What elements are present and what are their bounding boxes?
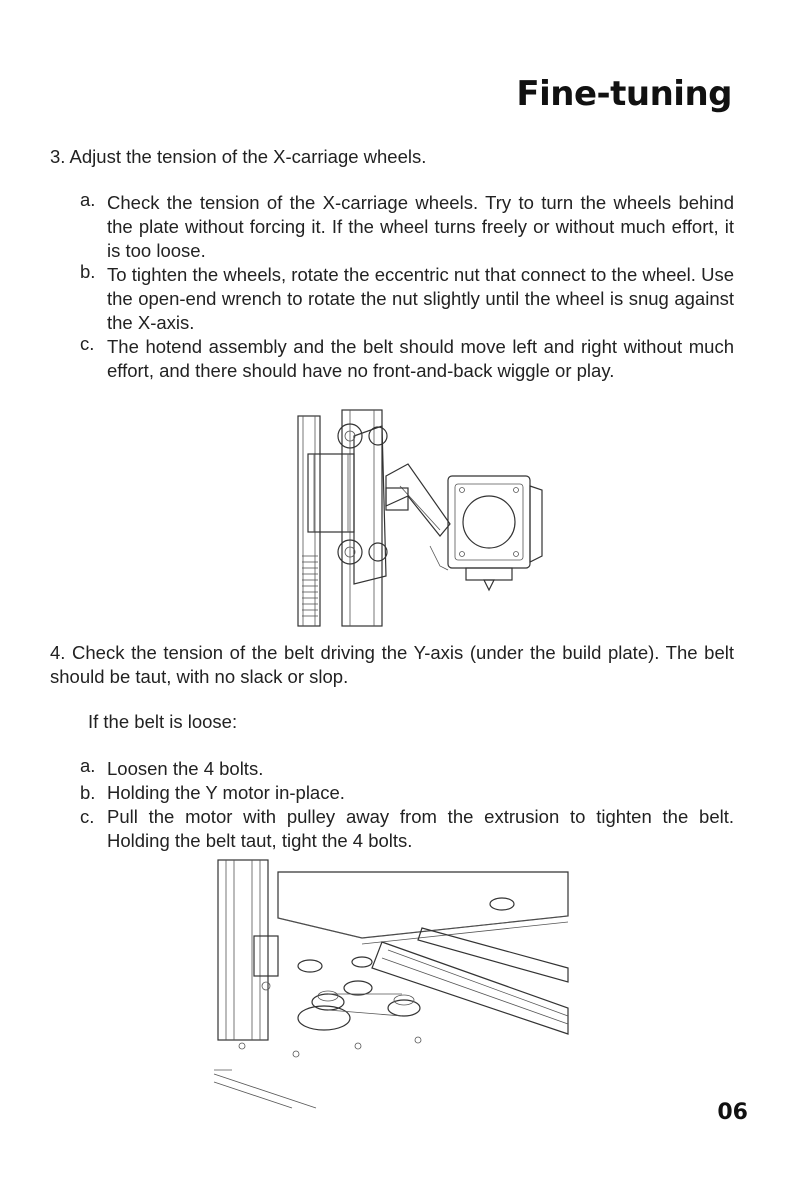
item-text: The hotend assembly and the belt should move left and right without much effort, and there should have no front-and-back wiggle or play.: [107, 336, 734, 381]
hotend-housing: [448, 476, 530, 568]
item-text: Check the tension of the X-carriage wheels. Try to turn the wheels behind the plate without forcing it. If the wheel turns freely or without much effort, it is too loose.: [107, 192, 734, 261]
corner-bracket: [254, 936, 278, 976]
fan-icon: [463, 496, 515, 548]
step-3-item-a: [80, 191, 734, 263]
x-carriage-illustration: [290, 406, 550, 628]
item-text: Holding the Y motor in-place.: [107, 782, 345, 803]
bolt-icon: [239, 1043, 245, 1049]
vertical-extrusion: [298, 416, 320, 626]
step-4-item-c: [80, 805, 734, 853]
bolt-icon: [293, 1051, 299, 1057]
item-marker: a.: [80, 189, 96, 210]
bolt-icon: [355, 1043, 361, 1049]
item-text: Pull the motor with pulley away from the extrusion to tighten the belt. Holding the belt taut, tight the 4 bolts.: [107, 806, 734, 851]
y-axis-belt-illustration: [212, 858, 572, 1110]
idler-pulley-icon: [388, 1000, 420, 1016]
item-marker: c.: [80, 806, 95, 827]
step-4-item-a: [80, 757, 734, 781]
step-3-substeps: [80, 191, 734, 383]
page-number: 06: [717, 1100, 748, 1125]
pulley-icon: [312, 994, 344, 1010]
item-marker: a.: [80, 755, 96, 776]
y-extrusion: [372, 942, 568, 1034]
nozzle-icon: [484, 580, 494, 590]
upright-extrusion: [218, 860, 268, 1040]
item-marker: b.: [80, 782, 96, 803]
step-4-condition: If the belt is loose:: [88, 711, 238, 732]
step-3-heading: 3. Adjust the tension of the X-carriage wheels.: [50, 146, 427, 167]
step-4-item-b: [80, 781, 734, 805]
item-text: Loosen the 4 bolts.: [107, 758, 264, 779]
step-4-heading: 4. Check the tension of the belt driving the Y-axis (under the build plate). The belt should be taut, with no slack or slop.: [50, 642, 734, 687]
leveling-knob-icon: [490, 898, 514, 910]
step-3-item-c: [80, 335, 734, 383]
carriage-arm: [386, 464, 450, 536]
item-text: To tighten the wheels, rotate the eccentric nut that connect to the wheel. Use the open-end wrench to rotate the nut slightly until the wheel is snug against the X-axis.: [107, 264, 734, 333]
step-4-substeps: [80, 757, 734, 853]
leveling-knob-icon: [298, 960, 322, 972]
page-title: Fine-tuning: [516, 74, 732, 114]
bolt-icon: [415, 1037, 421, 1043]
step-3-item-b: [80, 263, 734, 335]
item-marker: b.: [80, 261, 96, 282]
item-marker: c.: [80, 333, 95, 354]
